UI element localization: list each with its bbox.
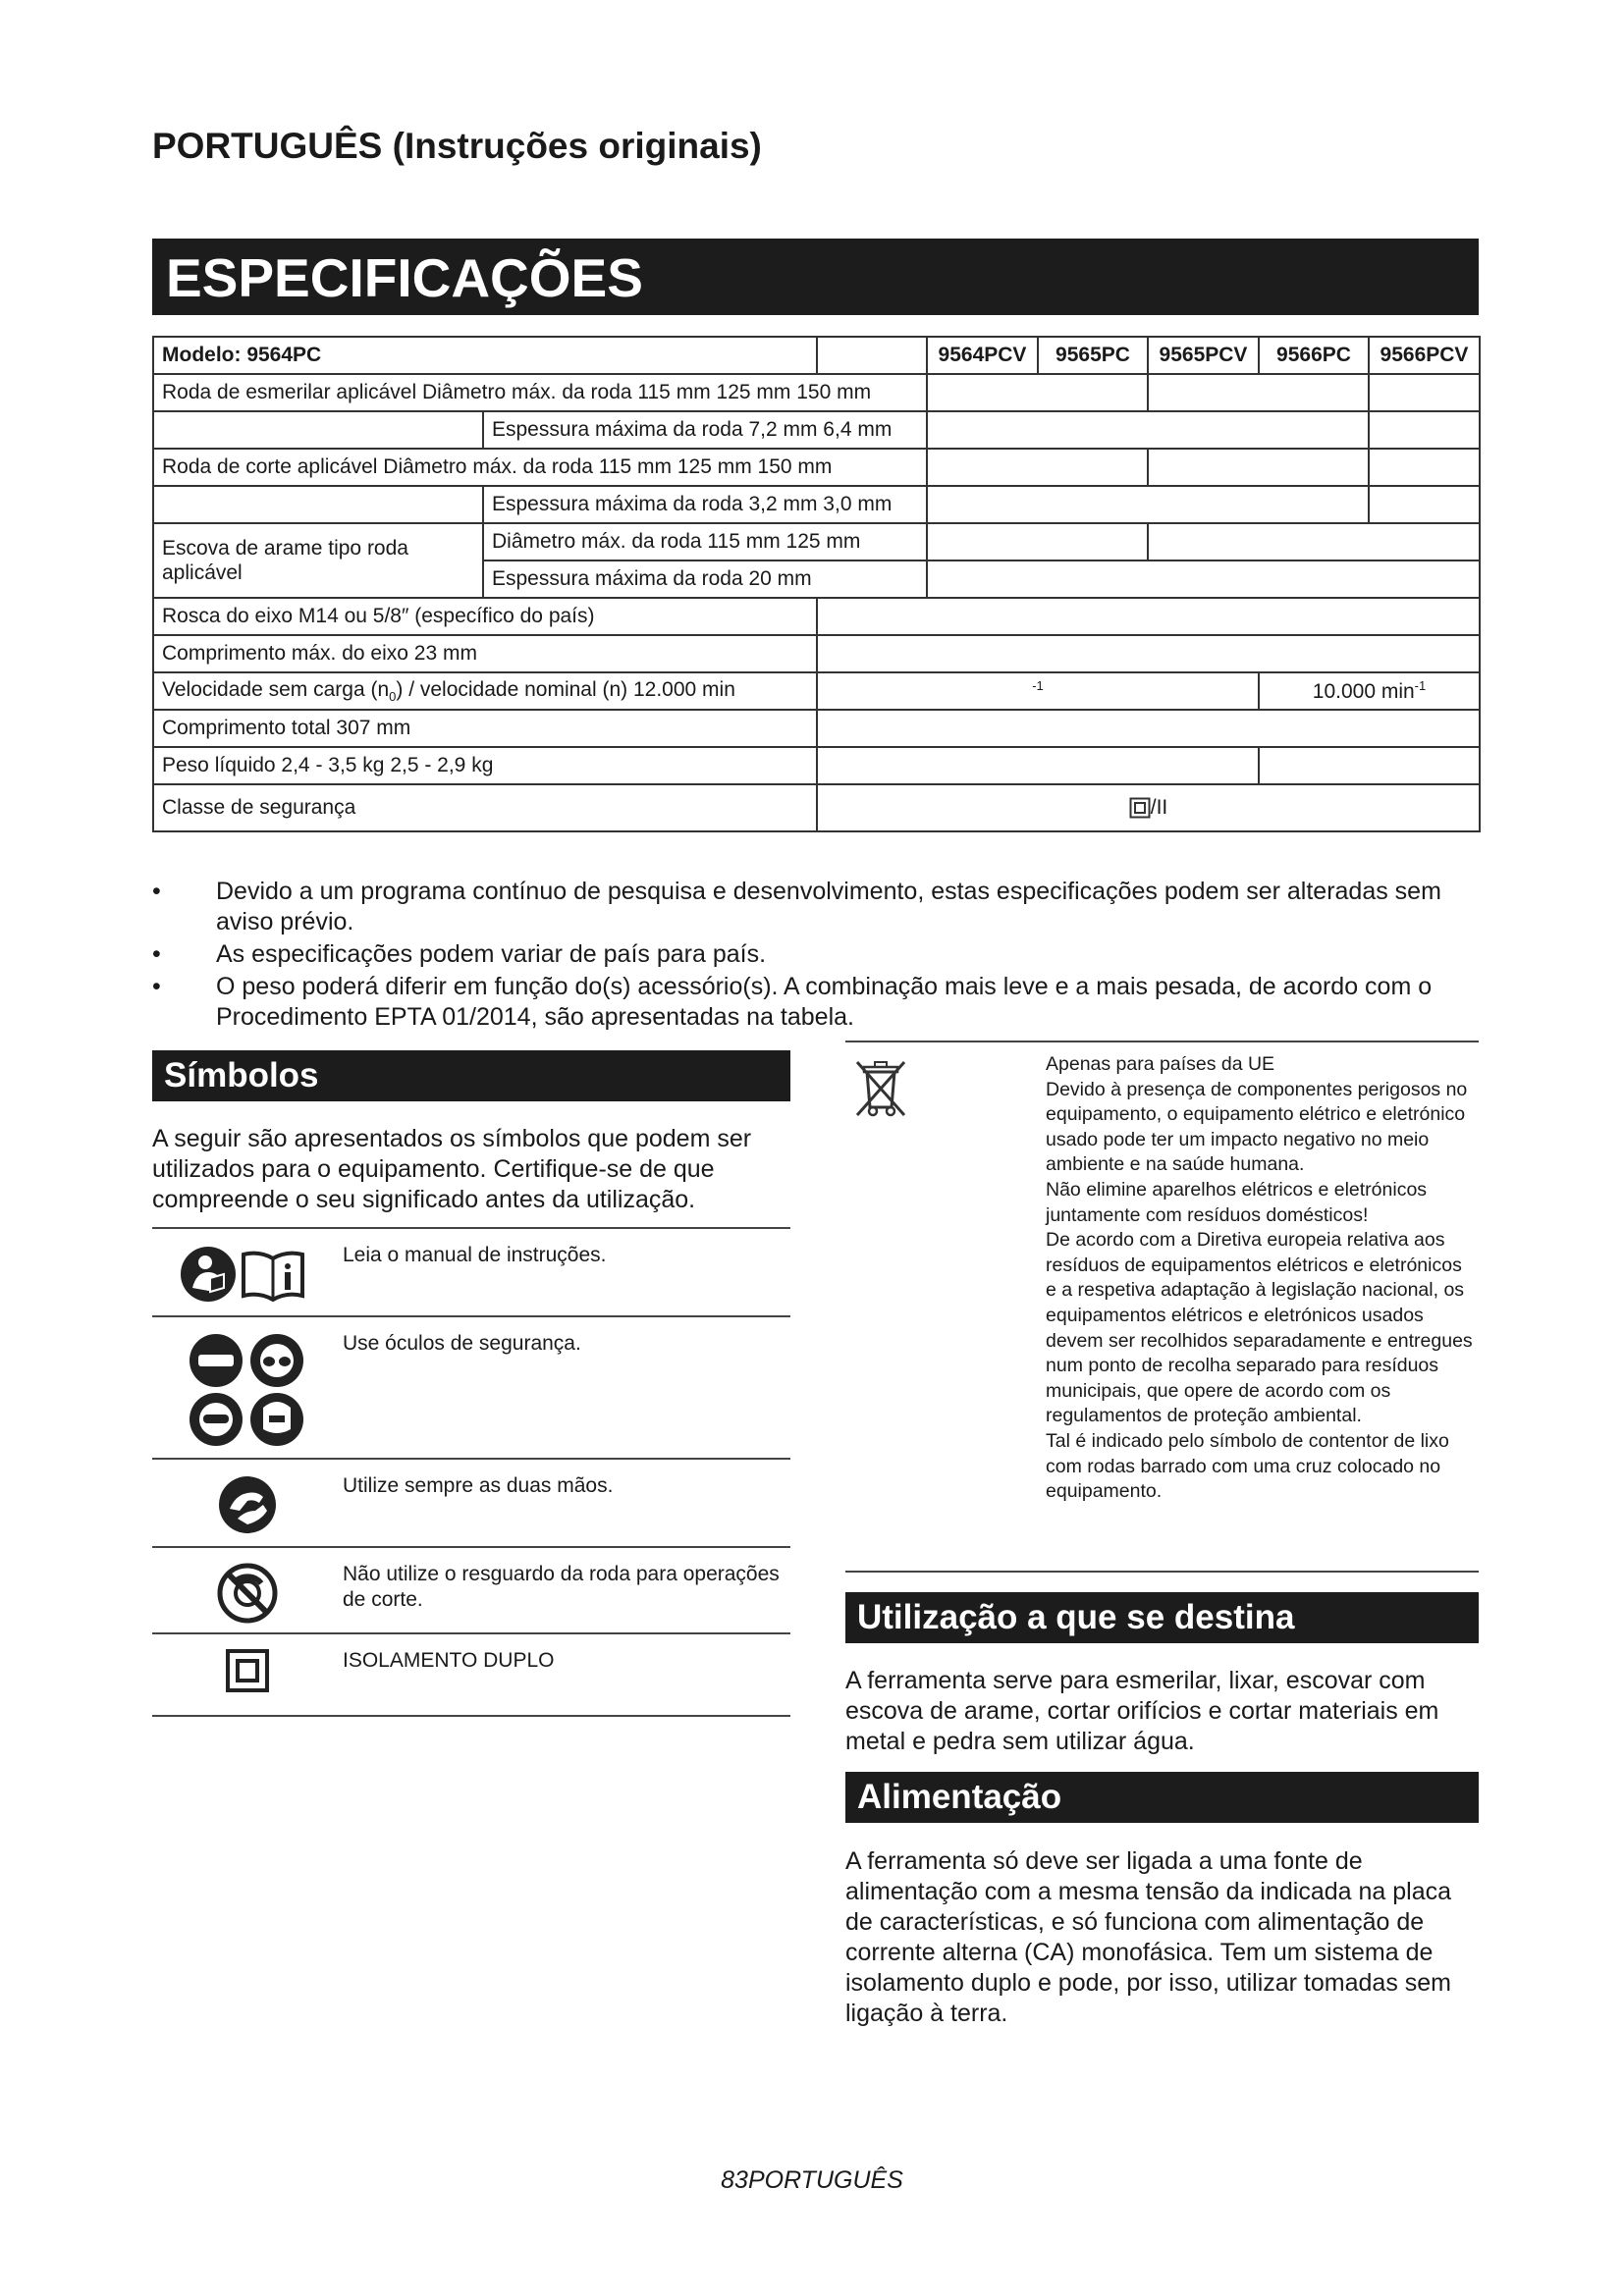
symbols-intro: A seguir são apresentados os símbolos que podem ser utilizados para o equipamento. Certifique-se de que compreende o seu significado antes da utilização. xyxy=(152,1125,752,1213)
grinding-thickness-row xyxy=(153,411,1480,449)
speed-sup-cell: -1 xyxy=(817,672,1259,710)
table-row xyxy=(152,1547,790,1633)
weee-line: Apenas para países da UE xyxy=(1046,1053,1275,1075)
wire-brush-thickness: Espessura máxima da roda 20 mm xyxy=(483,561,927,598)
symbol-text: Leia o manual de instruções. xyxy=(343,1228,790,1316)
model-header-row xyxy=(153,337,1480,374)
no-wheel-guard-icon xyxy=(216,1562,279,1625)
double-insulation-icon xyxy=(1129,797,1151,819)
weee-line: Não elimine aparelhos elétricos e eletrónicos juntamente com resíduos domésticos! xyxy=(1046,1178,1428,1226)
speed-alt-value: 10.000 $\min^{-1}$ xyxy=(1259,672,1480,710)
model-cell-empty xyxy=(817,337,927,374)
power-supply-text: A ferramenta só deve ser ligada a uma fonte de alimentação com a mesma tensão da indicada na placa de características, e só funciona com alimentação de corrente alterna (CA) monofásica. Tem um sistema de isolamento duplo e pode, por isso, utilizar tomadas sem ligação à terra. xyxy=(845,1847,1452,2027)
spec-notes xyxy=(152,877,1479,1035)
weee-line: Devido à presença de componentes perigosos no equipamento, o equipamento elétrico e eletrónico usado pode ter um impacto negativo no meio ambiente e na saúde humana. xyxy=(1046,1078,1468,1176)
cutoff-wheel-thickness: Espessura máxima da roda 3,2 mm 3,0 mm xyxy=(483,486,927,523)
model-name: 9566PCV xyxy=(1369,337,1480,374)
symbols-heading: Símbolos xyxy=(152,1050,790,1101)
wire-brush-diameter: Diâmetro máx. da roda 115 mm 125 mm xyxy=(483,523,927,561)
grinding-wheel-row xyxy=(153,374,1480,411)
symbol-text: Utilize sempre as duas mãos. xyxy=(343,1459,790,1547)
model-name: 9565PC xyxy=(1038,337,1148,374)
weee-line: Tal é indicado pelo símbolo de contentor de lixo com rodas barrado com uma cruz colocado no equipamento. xyxy=(1046,1429,1449,1503)
intended-use-heading: Utilização a que se destina xyxy=(845,1592,1479,1643)
grinding-wheel-label: Roda de esmerilar aplicável Diâmetro máx. da roda 115 mm 125 mm 150 mm xyxy=(153,374,927,411)
list-item: • As especificações podem variar de país para país. xyxy=(152,939,1479,970)
table-row xyxy=(152,1633,790,1716)
wire-brush-label: Escova de arame tipo roda aplicável xyxy=(153,523,483,598)
cutoff-wheel-row xyxy=(153,449,1480,486)
symbol-text: Não utilize o resguardo da roda para operações de corte. xyxy=(343,1547,790,1633)
table-row xyxy=(152,1228,790,1316)
weee-line: De acordo com a Diretiva europeia relativa aos resíduos de equipamentos elétricos e eletrónicos e a respetiva adaptação à legislação nacional, os equipamentos elétricos e eletrónicos usados devem ser recolhidos separadamente e entregues num ponto de recolha separado para resíduos municipais, que opere de acordo com os regulamentos de proteção ambiental. xyxy=(1046,1229,1473,1427)
symbol-text: ISOLAMENTO DUPLO xyxy=(343,1633,790,1716)
spindle-thread-row xyxy=(153,598,1480,635)
net-weight: Peso líquido 2,4 - 3,5 kg 2,5 - 2,9 kg xyxy=(153,747,817,784)
power-supply-heading: Alimentação xyxy=(845,1772,1479,1823)
net-weight-row xyxy=(153,747,1480,784)
symbols-table xyxy=(152,1227,790,1717)
intended-use-text: A ferramenta serve para esmerilar, lixar, escovar com escova de arame, cortar orifícios e cortar materiais em metal e pedra sem utilizar água. xyxy=(845,1667,1439,1755)
crossed-bin-icon xyxy=(853,1058,908,1119)
weee-notice xyxy=(845,1041,1479,1573)
speed-label: Velocidade sem carga $(n_0)$ / velocidade nominal (n) 12.000 min xyxy=(153,672,817,710)
read-manual-icon xyxy=(179,1243,316,1306)
model-name: 9565PCV xyxy=(1148,337,1259,374)
double-insulation-icon xyxy=(225,1648,270,1693)
specifications-heading: ESPECIFICAÇÕES xyxy=(152,239,1479,315)
model-name: 9566PC xyxy=(1259,337,1369,374)
model-label: Modelo: 9564PC xyxy=(153,337,817,374)
list-item: • O peso poderá diferir em função do(s) acessório(s). A combinação mais leve e a mais pesada, de acordo com o Procedimento EPTA 01/2014, são apresentadas na tabela. xyxy=(152,972,1479,1033)
spindle-length: Comprimento máx. do eixo 23 mm xyxy=(153,635,817,672)
spindle-length-row xyxy=(153,635,1480,672)
safety-glasses-icon xyxy=(187,1331,308,1449)
page-title: PORTUGUÊS (Instruções originais) xyxy=(152,126,762,166)
list-item: • Devido a um programa contínuo de pesquisa e desenvolvimento, estas especificações podem ser alteradas sem aviso prévio. xyxy=(152,877,1479,937)
table-row xyxy=(152,1316,790,1459)
overall-length: Comprimento total 307 mm xyxy=(153,710,817,747)
specifications-table xyxy=(152,336,1481,832)
two-hands-icon xyxy=(216,1473,279,1536)
page-footer: 83PORTUGUÊS xyxy=(721,2166,903,2194)
weee-text xyxy=(1046,1052,1478,1505)
cutoff-thickness-row xyxy=(153,486,1480,523)
table-row xyxy=(152,1459,790,1547)
overall-length-row xyxy=(153,710,1480,747)
safety-class-label: Classe de segurança xyxy=(153,784,817,831)
spindle-thread: Rosca do eixo M14 ou 5/8″ (específico do país) xyxy=(153,598,817,635)
grinding-wheel-thickness: Espessura máxima da roda 7,2 mm 6,4 mm xyxy=(483,411,927,449)
cutoff-wheel-label: Roda de corte aplicável Diâmetro máx. da roda 115 mm 125 mm 150 mm xyxy=(153,449,927,486)
safety-class-row xyxy=(153,784,1480,831)
safety-class-value: /II xyxy=(817,784,1480,831)
symbol-text: Use óculos de segurança. xyxy=(343,1316,790,1459)
speed-row xyxy=(153,672,1480,710)
wire-brush-diameter-row xyxy=(153,523,1480,561)
model-name: 9564PCV xyxy=(927,337,1038,374)
